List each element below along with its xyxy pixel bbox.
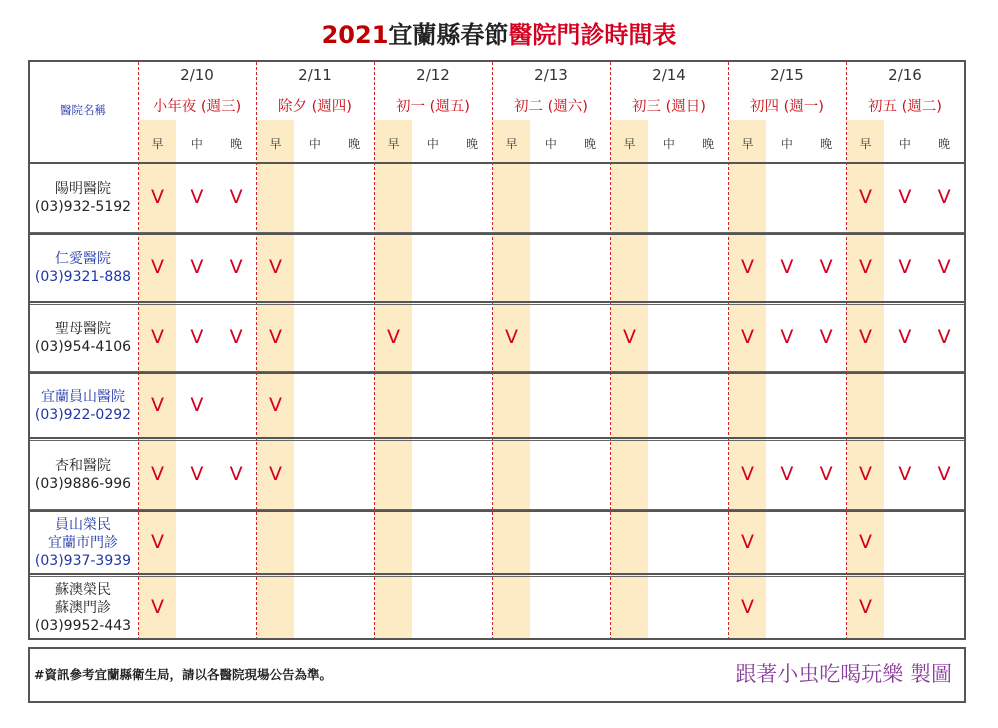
hospital-name-line: 蘇澳門診 [55, 600, 111, 616]
hospital-phone: (03)9952-443 [34, 618, 132, 634]
open-mark: V [859, 530, 872, 553]
time-slot-label: 晚 [584, 137, 597, 151]
schedule-table [28, 60, 966, 640]
open-mark: V [151, 393, 164, 416]
time-slot-label: 早 [387, 137, 400, 151]
day-label: 初一 (週五) [396, 99, 470, 115]
hospital-name-line: 蘇澳榮民 [55, 582, 111, 598]
day-date: 2/15 [770, 66, 804, 84]
open-mark: V [859, 462, 872, 485]
open-mark: V [819, 325, 833, 348]
hospital-phone: (03)9321-888 [34, 269, 132, 285]
open-mark: V [859, 185, 872, 208]
time-slot-label: 晚 [230, 137, 243, 151]
open-mark: V [898, 256, 912, 278]
open-mark: V [269, 325, 282, 348]
open-mark: V [151, 596, 164, 618]
hospital-name-line: 員山榮民 [55, 516, 111, 533]
open-mark: V [229, 256, 243, 278]
day-label: 初四 (週一) [750, 99, 824, 115]
open-mark: V [505, 325, 518, 348]
open-mark: V [898, 462, 912, 485]
day-date: 2/12 [416, 66, 450, 84]
footer-note: #資訊參考宜蘭縣衛生局，請以各醫院現場公告為準。 [34, 667, 332, 682]
open-mark: V [190, 325, 204, 348]
time-slot-label: 晚 [348, 137, 361, 151]
time-slot-label: 晚 [820, 137, 833, 151]
hospital-name-line: 宜蘭員山醫院 [41, 388, 125, 405]
open-mark: V [190, 185, 204, 208]
open-mark: V [151, 530, 164, 553]
hospital-phone: (03)954-4106 [34, 338, 132, 355]
open-mark: V [623, 325, 636, 348]
day-label: 初五 (週二) [868, 99, 942, 115]
time-slot-label: 晚 [938, 137, 951, 151]
open-mark: V [937, 185, 951, 208]
time-slot-label: 中 [662, 137, 675, 151]
day-label: 除夕 (週四) [278, 99, 352, 115]
time-slot-label: 中 [190, 137, 203, 151]
time-slot-label: 中 [780, 137, 793, 151]
time-slot-label: 早 [623, 137, 636, 151]
open-mark: V [898, 325, 912, 348]
name-column-header: 醫院名稱 [60, 103, 106, 117]
day-label: 初三 (週日) [632, 99, 706, 115]
open-mark: V [151, 256, 164, 278]
time-slot-label: 中 [544, 137, 557, 151]
open-mark: V [859, 596, 872, 618]
time-slot-label: 早 [741, 137, 754, 151]
open-mark: V [937, 256, 951, 278]
open-mark: V [819, 462, 833, 485]
day-date: 2/13 [534, 66, 568, 84]
day-date: 2/14 [652, 66, 686, 84]
page-title [0, 18, 998, 52]
hospital-phone: (03)937-3939 [34, 552, 132, 569]
open-mark: V [780, 325, 794, 348]
open-mark: V [269, 256, 282, 278]
hospital-name-line: 杏和醫院 [55, 457, 111, 474]
time-slot-label: 早 [269, 137, 282, 151]
footer-credit: 跟著小虫吃喝玩樂 製圖 [735, 662, 952, 686]
hospital-phone: (03)9886-996 [34, 475, 132, 492]
open-mark: V [741, 530, 754, 553]
hospital-name-line: 陽明醫院 [55, 180, 111, 197]
table-border [28, 60, 966, 640]
time-slot-label: 中 [426, 137, 439, 151]
open-mark: V [151, 185, 164, 208]
open-mark: V [898, 185, 912, 208]
open-mark: V [229, 325, 243, 348]
hospital-phone: (03)922-0292 [34, 406, 132, 423]
open-mark: V [819, 256, 833, 278]
time-slot-label: 中 [898, 137, 911, 151]
time-slot-label: 早 [151, 137, 164, 151]
day-date: 2/11 [298, 66, 332, 84]
open-mark: V [859, 325, 872, 348]
hospital-phone: (03)932-5192 [34, 198, 132, 215]
title-part1: 宜蘭縣春節 [388, 21, 509, 49]
open-mark: V [190, 393, 204, 416]
footer-box [28, 647, 966, 703]
open-mark: V [780, 256, 794, 278]
title-part2: 醫院門診時間表 [508, 21, 677, 49]
open-mark: V [151, 462, 164, 485]
hospital-name-line: 聖母醫院 [55, 320, 111, 337]
title-year: 2021 [321, 21, 389, 49]
open-mark: V [229, 462, 243, 485]
open-mark: V [741, 596, 754, 618]
open-mark: V [190, 256, 204, 278]
day-date: 2/16 [888, 66, 922, 84]
open-mark: V [741, 325, 754, 348]
hospital-name-line: 宜蘭市門診 [48, 534, 118, 551]
time-slot-label: 早 [505, 137, 518, 151]
hospital-name-line: 仁愛醫院 [55, 251, 111, 267]
open-mark: V [269, 393, 282, 416]
time-slot-label: 晚 [466, 137, 479, 151]
time-slot-label: 早 [859, 137, 872, 151]
open-mark: V [741, 462, 754, 485]
open-mark: V [229, 185, 243, 208]
time-slot-label: 晚 [702, 137, 715, 151]
open-mark: V [937, 325, 951, 348]
day-label: 初二 (週六) [514, 99, 588, 115]
day-date: 2/10 [180, 66, 214, 84]
day-label: 小年夜 (週三) [152, 99, 242, 115]
open-mark: V [387, 325, 400, 348]
open-mark: V [190, 462, 204, 485]
open-mark: V [269, 462, 282, 485]
open-mark: V [937, 462, 951, 485]
open-mark: V [859, 256, 872, 278]
time-slot-label: 中 [308, 137, 321, 151]
open-mark: V [151, 325, 164, 348]
open-mark: V [780, 462, 794, 485]
open-mark: V [741, 256, 754, 278]
